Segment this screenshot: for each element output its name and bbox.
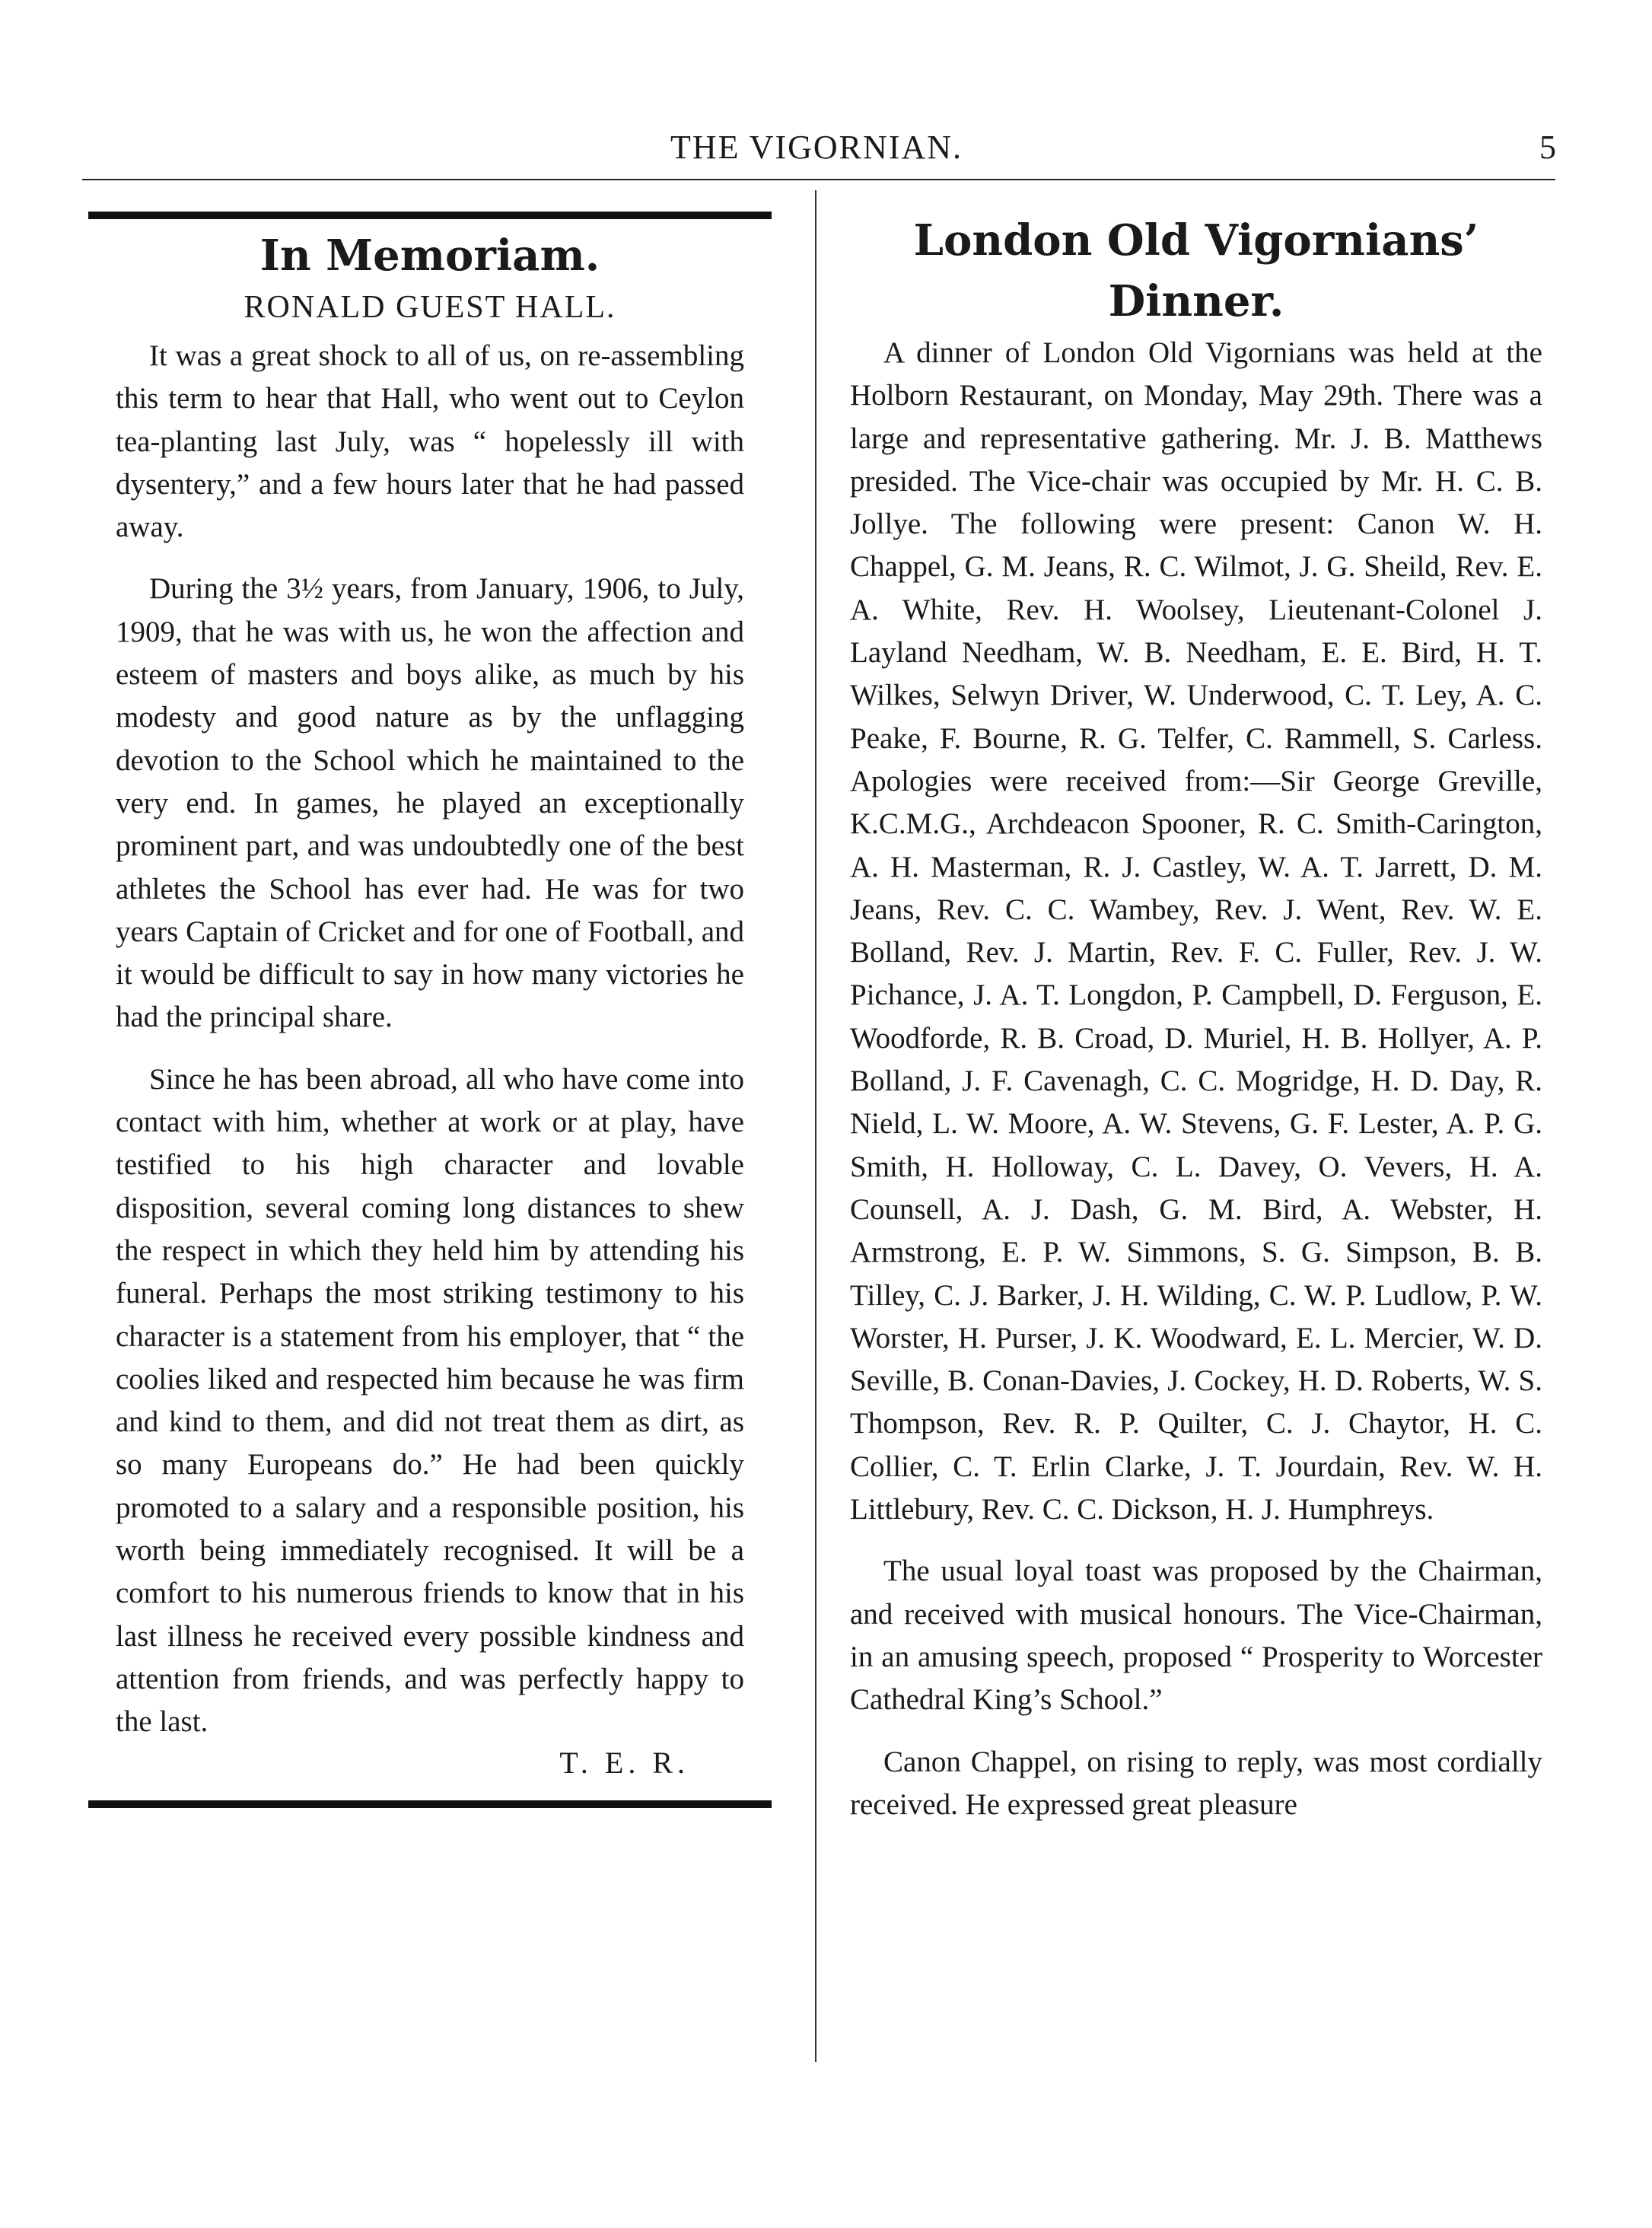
memoriam-bottom-rule: [88, 1800, 772, 1808]
memoriam-heading: In Memoriam.: [259, 231, 600, 281]
running-title: THE VIGORNIAN.: [670, 129, 963, 166]
dinner-paragraph-3: Canon Chappel, on rising to reply, was most cordially received. He expressed great pleasure: [850, 1745, 1542, 1821]
dinner-paragraph-1: A dinner of London Old Vigornians was held at the Holborn Restaurant, on Monday, May 29th. There was a large and representative gathering. Mr. J. B. Matthews presided. The Vice-chair was occupied by Mr. H. C. B. Jollye. The following were present: Canon W. H. Chappel, G. M. Jeans, R. C. Wilmot, J. G. Sheild, Rev. E. A. White, Rev. H. Woolsey, Lieutenant-Colonel J. Layland Needham, W. B. Needham, E. E. Bird, H. T. Wilkes, Selwyn Driver, W. Underwood, C. T. Ley, A. C. Peake, F. Bourne, R. G. Telfer, C. Rammell, S. Carless. Apologies were received from:—Sir George Greville, K.C.M.G., Archdeacon Spooner, R. C. Smith-Carington, A. H. Masterman, R. J. Castley, W. A. T. Jarrett, D. M. Jeans, Rev. C. C. Wambey, Rev. J. Went, Rev. W. E. Bolland, Rev. J. Martin, Rev. F. C. Fuller, Rev. J. W. Pichance, J. A. T. Longdon, P. Campbell, D. Ferguson, E. Woodforde, R. B. Croad, D. Muriel, H. B. Hollyer, A. P. Bolland, J. F. Cavenagh, C. C. Mogridge, H. D. Day, R. Nield, L. W. Moore, A. W. Stevens, G. F. Lester, A. P. G. Smith, H. Holloway, C. L. Davey, O. Vevers, H. A. Counsell, A. J. Dash, G. M. Bird, A. Webster, H. Armstrong, E. P. W. Simmons, S. G. Simpson, B. B. Tilley, C. J. Barker, J. H. Wilding, C. W. P. Ludlow, P. W. Worster, H. Purser, J. K. Woodward, E. L. Mercier, W. D. Seville, B. Conan-Davies, J. Cockey, H. D. Roberts, W. S. Thompson, Rev. R. P. Quilter, C. J. Chaytor, H. C. Collier, C. T. Erlin Clarke, J. T. Jourdain, Rev. W. H. Littlebury, Rev. C. C. Dickson, H. J. Humphreys.: [850, 336, 1542, 1526]
memoriam-article: [116, 212, 744, 1808]
memoriam-top-rule: [88, 212, 772, 219]
page-number: 5: [1539, 129, 1556, 166]
header-rule: [82, 179, 1555, 180]
column-divider: [815, 190, 816, 2062]
dinner-article: [850, 210, 1542, 1845]
memoriam-paragraph-1: It was a great shock to all of us, on re-assembling this term to hear that Hall, who went out to Ceylon tea-planting last July, was “ hopelessly ill with dysentery,” and a few hours later that he had passed away.: [116, 339, 744, 544]
dinner-paragraph-2: The usual loyal toast was proposed by the Chairman, and received with musical honours. The Vice-Chairman, in an amusing speech, proposed “ Prosperity to Worcester Cathedral King’s School.”: [850, 1555, 1542, 1717]
memoriam-signature: T. E. R.: [559, 1745, 689, 1780]
memoriam-subject: RONALD GUEST HALL.: [244, 290, 616, 325]
memoriam-paragraph-3: Since he has been abroad, all who have come into contact with him, whether at work or at play, have testified to his high character and lovable disposition, several coming long distances to shew the respect in which they held him by attending his funeral. Perhaps the most striking testimony to his character is a statement from his employer, that “ the coolies liked and respected him because he was firm and kind to them, and did not treat them as dirt, as so many Europeans do.” He had been quickly promoted to a salary and a responsible position, his worth being immediately recognised. It will be a comfort to his numerous friends to know that in his last illness he received every possible kindness and attention from friends, and was perfectly happy to the last.: [116, 1062, 744, 1739]
dinner-heading: London Old Vigornians’ Dinner.: [913, 215, 1479, 326]
memoriam-paragraph-2: During the 3½ years, from January, 1906, to July, 1909, that he was with us, he won the affection and esteem of masters and boys alike, as much by his modesty and good nature as by the unflagging devotion to the School which he maintained to the very end. In games, he played an exceptionally prominent part, and was undoubtedly one of the best athletes the School has ever had. He was for two years Captain of Cricket and for one of Football, and it would be difficult to say in how many victories he had the principal share.: [116, 572, 744, 1034]
